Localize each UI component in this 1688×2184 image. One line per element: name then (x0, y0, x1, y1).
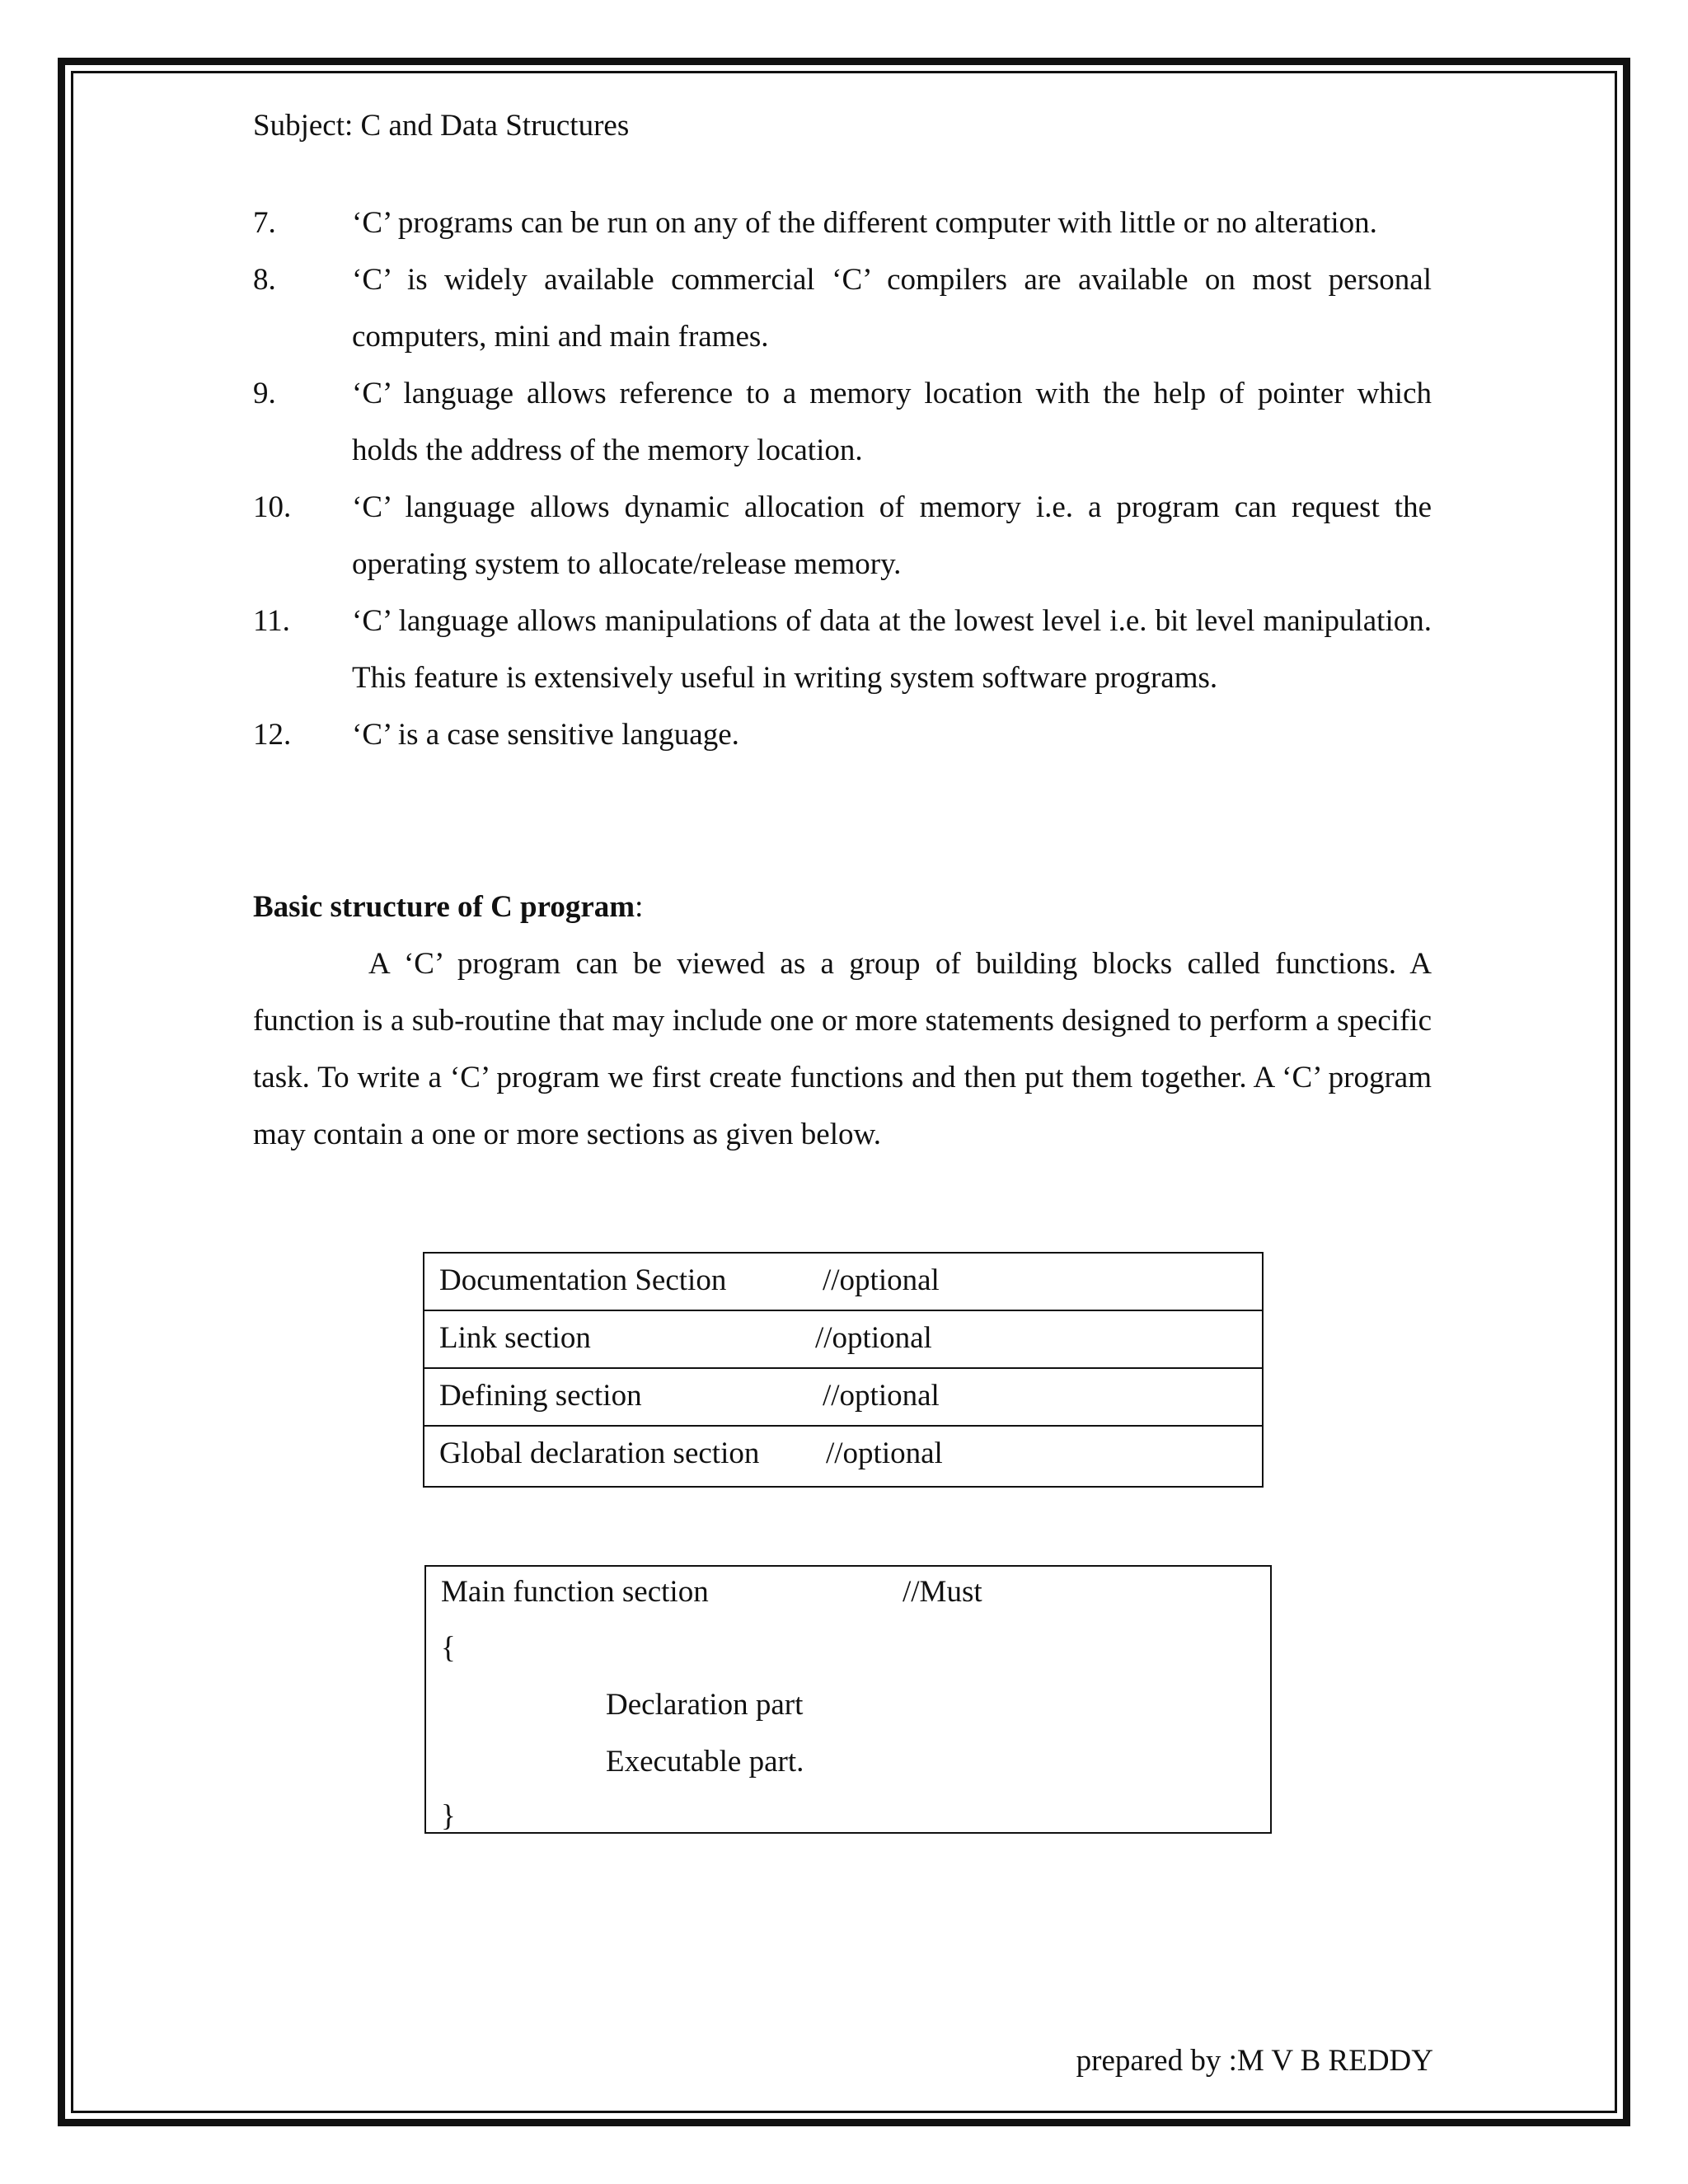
list-item-number: 12. (253, 718, 292, 752)
features-list (253, 194, 1432, 763)
list-item-text: ‘C’ language allows manipulations of data at the lowest level i.e. bit level manipulation. This feature is extensively useful in writing system software programs. (352, 604, 1432, 695)
section-note: //optional (823, 1379, 940, 1413)
section-heading-text: Basic structure of C program (253, 890, 635, 924)
section-note: //optional (815, 1321, 932, 1355)
prepared-by-footer: prepared by :M V B REDDY (1076, 2044, 1433, 2078)
table-row (424, 1254, 1262, 1311)
declaration-part: Declaration part (606, 1688, 804, 1722)
list-item-text: ‘C’ programs can be run on any of the different computer with little or no alteration. (352, 206, 1377, 240)
section-paragraph: A ‘C’ program can be viewed as a group of building blocks called functions. A function is a sub-routine that may include one or more statements designed to perform a specific task. To write a ‘C’ program we first create functions and then put them together. A ‘C’ program may contain a one or more sections as given below. (253, 947, 1432, 1151)
section-name: Documentation Section (439, 1263, 727, 1297)
list-item-number: 11. (253, 604, 290, 638)
section-name: Link section (439, 1321, 591, 1355)
list-item-text: ‘C’ is widely available commercial ‘C’ compilers are available on most personal computers, mini and main frames. (352, 263, 1432, 354)
section-name: Defining section (439, 1379, 642, 1413)
list-item (253, 251, 1432, 365)
list-item-number: 9. (253, 377, 276, 410)
section-heading (253, 879, 643, 935)
list-item (253, 194, 1432, 251)
section-note: //optional (823, 1263, 940, 1297)
list-item-number: 7. (253, 206, 276, 240)
main-function-note: //Must (903, 1575, 982, 1609)
list-item (253, 479, 1432, 593)
main-function-box (424, 1565, 1272, 1834)
table-row (424, 1311, 1262, 1369)
list-item-number: 8. (253, 263, 276, 297)
program-sections-table (423, 1252, 1264, 1488)
list-item-number: 10. (253, 490, 292, 524)
executable-part: Executable part. (606, 1745, 804, 1779)
section-name: Global declaration section (439, 1436, 760, 1470)
list-item-text: ‘C’ language allows reference to a memory location with the help of pointer which holds the address of the memory location. (352, 377, 1432, 467)
list-item-text: ‘C’ is a case sensitive language. (352, 718, 739, 752)
section-note: //optional (826, 1436, 943, 1470)
subject-header: Subject: C and Data Structures (253, 109, 630, 143)
open-brace: { (441, 1631, 456, 1665)
table-row (424, 1427, 1262, 1486)
table-row (424, 1369, 1262, 1427)
main-function-title: Main function section (441, 1575, 709, 1609)
list-item (253, 365, 1432, 479)
section-heading-colon: : (635, 890, 644, 924)
list-item (253, 593, 1432, 706)
list-item-text: ‘C’ language allows dynamic allocation of memory i.e. a program can request the operating system to allocate/release memory. (352, 490, 1432, 581)
close-brace: } (441, 1799, 456, 1833)
list-item (253, 706, 1432, 763)
